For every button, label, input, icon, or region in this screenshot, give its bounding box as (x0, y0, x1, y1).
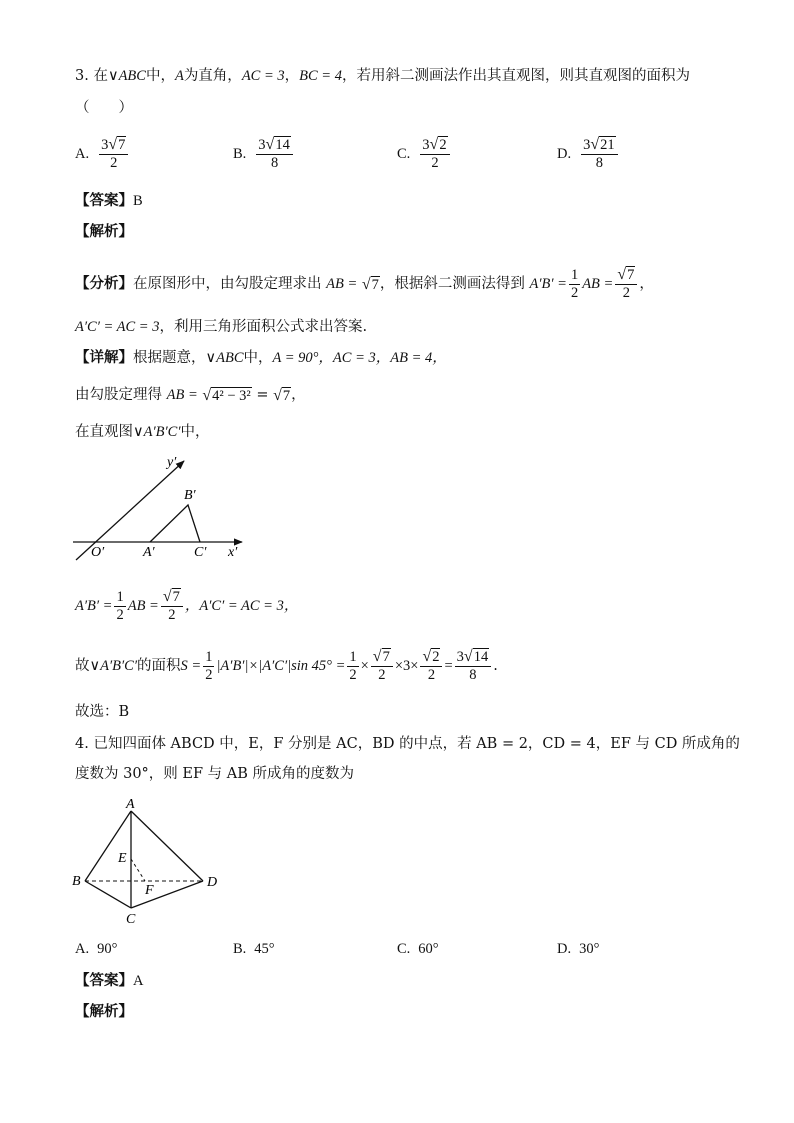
option-fraction: 3 √ 2 2 (420, 136, 449, 172)
triangle-abc (150, 505, 200, 542)
area-eq: = (444, 658, 453, 674)
q3-fenxi-line1: 【分析】 在原图形中，由勾股定理求出 AB = √ 7 ，根据斜二测画法得到 A′B′ = $\frac{1}{2}$ AB = √ 7 2 ， (75, 266, 654, 301)
label-b: B (72, 874, 81, 889)
answer-tag: 【答案】 (75, 972, 133, 989)
edge-ad (131, 811, 203, 881)
label-e: E (118, 851, 127, 866)
edge-bc (85, 881, 131, 908)
area-times: × (360, 658, 369, 674)
fenxi-rad7-over-2: √ 7 2 (615, 266, 637, 302)
q3-ac: AC = 3 (241, 68, 285, 84)
xiangjie-tri: ∨ABC (205, 350, 244, 366)
q3-vertex: A (174, 68, 184, 84)
area-half: $\frac{1}{2}$ (205, 648, 213, 683)
xiangjie-text: 中， (243, 350, 273, 366)
q3-option-b[interactable] (233, 136, 295, 172)
option-label: B. (233, 145, 247, 162)
q3-paren: （ ） (75, 100, 133, 116)
fenxi-sqrt: √ 7 (361, 275, 379, 293)
q3-answer (75, 191, 143, 211)
label-b: B′ (184, 488, 196, 503)
label-f: F (145, 883, 154, 898)
zhiguan-end: 中， (180, 424, 210, 440)
q4-option-d[interactable] (557, 941, 599, 958)
option-label: D. (557, 145, 572, 162)
q3-gougu (75, 385, 306, 405)
gougu-text: 由勾股定理得 (75, 387, 162, 403)
q3-stem-text: ，若用斜二测画法作出其直观图，则其直观图的面积为 (341, 68, 690, 84)
q4-answer (75, 971, 143, 991)
fenxi-text: 在原图形中，由勾股定理求出 (133, 276, 322, 292)
area-times: ×3× (394, 658, 419, 674)
label-a: A (126, 797, 135, 812)
fenxi-half: $\frac{1}{2}$ (570, 266, 579, 301)
q3-zhiguan (75, 422, 210, 442)
area-text: 故 (75, 658, 90, 674)
xiangjie-text: 根据题意， (133, 350, 206, 366)
label-d: D (207, 875, 218, 890)
q3-triangle: ∨ABC (107, 68, 146, 84)
zhiguan-text: 在直观图 (75, 424, 133, 440)
area-text: 的面积 (137, 658, 181, 674)
eq1-left: A′B′ = (75, 598, 113, 614)
q3-fenxi-line2 (75, 317, 367, 337)
fenxi-text: ，根据斜二测画法得到 (379, 276, 525, 292)
fenxi-ab: AB = (326, 276, 358, 292)
gougu-sqrt7: √ 7 (273, 386, 291, 404)
option-value: 45° (254, 941, 275, 957)
fenxi-ab2: AB = (582, 276, 614, 292)
answer-value: B (133, 193, 143, 209)
area-result: 3 √ 14 8 (455, 648, 492, 684)
xiangjie-eqs: A = 90°，AC = 3，AB = 4， (272, 350, 447, 366)
q3-option-d[interactable] (557, 136, 620, 172)
answer-value: A (133, 973, 144, 989)
q3-bc: BC = 4 (299, 68, 342, 84)
q4-option-b[interactable] (233, 941, 275, 958)
area-half2: $\frac{1}{2}$ (349, 648, 357, 683)
gougu-eq: AB = (166, 387, 198, 403)
tetrahedron-figure (68, 795, 228, 927)
eq1-right: ，A′C′ = AC = 3， (184, 598, 299, 614)
q3-stem-text: 中， (145, 68, 175, 84)
label-a: A′ (143, 545, 155, 560)
gougu-sqrt: √ 4² − 3² (202, 386, 251, 404)
eq1-rad7-over-2: √ 7 2 (161, 588, 183, 624)
option-label: A. (75, 145, 90, 162)
q3-stem-text: ， (284, 68, 300, 84)
q4-analysis-tag: 【解析】 (75, 1003, 133, 1020)
area-rad2-over-2: √ 2 2 (420, 648, 442, 684)
label-x: x′ (228, 545, 238, 560)
q4-option-a[interactable] (75, 941, 117, 958)
zhiguan-tri: ∨A′B′C′ (133, 424, 181, 440)
q4-option-c[interactable] (397, 941, 439, 958)
q3-analysis-tag: 【解析】 (75, 223, 133, 240)
gougu-eq2: = (256, 387, 269, 403)
eq1-mid: AB = (127, 598, 159, 614)
q4-stem-line1: 4. 已知四面体 ABCD 中，E，F 分别是 AC，BD 的中点，若 AB = 2，CD = 4，EF 与 CD 所成角的 (75, 736, 740, 752)
option-label: D. (557, 941, 572, 957)
xiangjie-tag: 【详解】 (75, 349, 133, 366)
q3-eq1 (75, 588, 298, 624)
gougu-end: ， (291, 387, 306, 403)
fenxi-tag: 【分析】 (75, 275, 133, 292)
q3-stem-text: 3. 在 (75, 68, 108, 84)
q3-stem (75, 66, 690, 86)
area-tri: ∨A′B′C′ (89, 658, 138, 674)
q3-area (75, 648, 498, 684)
label-c: C′ (194, 545, 207, 560)
fenxi-ac: A′C′ = AC = 3 (75, 319, 160, 335)
option-label: C. (397, 145, 411, 162)
eq1-half: $\frac{1}{2}$ (116, 588, 124, 623)
option-label: C. (397, 941, 411, 957)
option-fraction: 3 √ 21 8 (581, 136, 618, 172)
label-c: C (126, 912, 136, 927)
label-y: y′ (167, 455, 177, 470)
option-label: B. (233, 941, 247, 957)
fenxi-text: ，利用三角形面积公式求出答案. (159, 319, 368, 335)
answer-tag: 【答案】 (75, 192, 133, 209)
area-end: . (493, 658, 498, 674)
fenxi-apbp: A′B′ = (529, 276, 567, 292)
option-value: 60° (418, 941, 439, 957)
option-value: 30° (579, 941, 600, 957)
edge-ab (85, 811, 131, 881)
option-value: 90° (97, 941, 118, 957)
area-abs: |A′B′|×|A′C′|sin 45° = (216, 658, 346, 674)
area-s: S = (180, 658, 202, 674)
option-fraction: 3 √ 14 8 (256, 136, 293, 172)
q3-option-c[interactable] (397, 136, 452, 172)
edge-cd (131, 881, 203, 908)
option-label: A. (75, 941, 90, 957)
q3-xiangjie (75, 348, 447, 368)
label-o: O′ (91, 545, 105, 560)
option-fraction: 3 √ 7 2 (99, 136, 128, 172)
q3-choose: 故选：B (75, 704, 130, 720)
q3-option-a[interactable] (75, 136, 130, 172)
segment-ef (131, 859, 145, 881)
q3-stem-text: 为直角， (183, 68, 242, 84)
q4-stem-line2: 度数为 30°，则 EF 与 AB 所成角的度数为 (75, 766, 355, 782)
oblique-figure (70, 450, 260, 565)
area-rad7-over-2: √ 7 2 (371, 648, 393, 684)
